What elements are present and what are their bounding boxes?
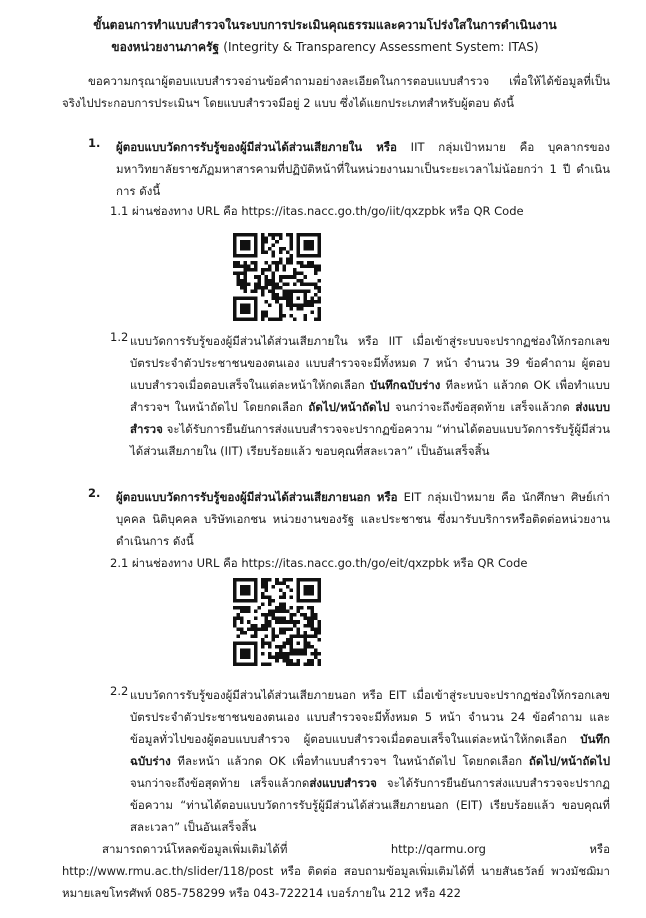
section-2-2-paragraph	[130, 684, 610, 838]
title-line-2-thai: ของหน่วยงานภาครัฐ	[111, 40, 220, 54]
intro-paragraph: ขอความกรุณาผู้ตอบแบบสำรวจอ่านข้อคำถามอย่างละเอียดในการตอบแบบสำรวจ เพื่อให้ได้ข้อมูลที่เป็นจริงไปประกอบการประเมินฯ โดยแบบสำรวจมีอยู่ 2 แบบ ซึ่งได้แยกประเภทสำหรับผู้ตอบ ดังนี้	[62, 74, 610, 110]
title-line-1: ขั้นตอนการทำแบบสำรวจในระบบการประเมินคุณธรรมและความโปร่งใสในการดำเนินงาน	[93, 18, 557, 32]
qr-code-iit	[233, 233, 321, 321]
text-bold-run: บันทึกฉบับร่าง	[130, 732, 610, 768]
section-1-1-url: 1.1 ผ่านช่องทาง URL คือ https://itas.nacc.go.th/go/iit/qxzpbk หรือ QR Code	[110, 204, 524, 218]
section-1-heading-bold: ผู้ตอบแบบวัดการรับรู้ของผู้มีส่วนได้ส่วนเสียภายใน หรือ	[116, 140, 397, 154]
section-1-number: 1.	[88, 136, 101, 150]
qr-code-icon	[233, 578, 321, 666]
section-2-1-url: 2.1 ผ่านช่องทาง URL คือ https://itas.nacc.go.th/go/eit/qxzpbk หรือ QR Code	[110, 556, 528, 570]
text-run: ทีละหน้า แล้วกด OK เพื่อทำแบบสำรวจฯ ในหน้าถัดไป โดยกดเลือก	[130, 378, 610, 414]
title-line-2	[40, 36, 610, 58]
section-2-heading	[116, 486, 610, 552]
text-run: จนกว่าจะถึงข้อสุดท้าย เสร็จแล้วกด	[389, 400, 576, 414]
section-2-heading-bold: ผู้ตอบแบบวัดการรับรู้ของผู้มีส่วนได้ส่วนเสียภายนอก หรือ	[116, 490, 398, 504]
text-bold-run: ถัดไป/หน้าถัดไป	[528, 754, 610, 768]
text-run: ทีละหน้า แล้วกด OK เพื่อทำแบบสำรวจฯ ในหน้าถัดไป โดยกดเลือก	[170, 754, 529, 768]
section-2-number: 2.	[88, 486, 101, 500]
section-2-2-number: 2.2	[110, 684, 129, 698]
text-run: จนกว่าจะถึงข้อสุดท้าย เสร็จแล้วกด	[130, 776, 310, 790]
text-run: จะได้รับการยืนยันการส่งแบบสำรวจจะปรากฏข้อความ “ท่านได้ตอบแบบวัดการรับรู้ผู้มีส่วนได้ส่วนเสียภายใน (IIT) เรียบร้อยแล้ว ขอบคุณที่สละเวลา” เป็นอันเสร็จสิ้น	[130, 422, 610, 458]
text-run: จะได้รับการยืนยันการส่งแบบสำรวจจะปรากฏข้อความ “ท่านได้ตอบแบบวัดการรับรู้ผู้มีส่วนได้ส่วนเสียภายนอก (EIT) เรียบร้อยแล้ว ขอบคุณที่สละเวลา” เป็นอันเสร็จสิ้น	[130, 776, 610, 834]
section-1-heading	[116, 136, 610, 202]
text-bold-run: ส่งแบบสำรวจ	[130, 400, 610, 436]
qr-code-icon	[233, 233, 321, 321]
section-1-heading-rest: IIT กลุ่มเป้าหมาย คือ บุคลากรของมหาวิทยาลัยราชภัฏมหาสารคามที่ปฏิบัติหน้าที่ในหน่วยงานมาเป็นระยะเวลาไม่น้อยกว่า 1 ปี ดำเนินการ ดังนี้	[116, 140, 610, 198]
section-2-heading-rest: EIT กลุ่มเป้าหมาย คือ นักศึกษา ศิษย์เก่า บุคคล นิติบุคคล บริษัทเอกชน หน่วยงานของรัฐ และประชาชน ซึ่งมารับบริการหรือติดต่อหน่วยงาน ดำเนินการ ดังนี้	[116, 490, 610, 548]
text-bold-run: ถัดไป/หน้าถัดไป	[308, 400, 390, 414]
footer-contact-paragraph: สามารถดาวน์โหลดข้อมูลเพิ่มเติมได้ที่ http://qarmu.org หรือ http://www.rmu.ac.th/slider/118/post หรือ ติดต่อ สอบถามข้อมูลเพิ่มเติมได้ที่ นายสันธวัลย์ พวงมัชฌิมา หมายเลขโทรศัพท์ 085-758299 หรือ 043-722214 เบอร์ภายใน 212 หรือ 422	[62, 842, 610, 900]
text-run: แบบวัดการรับรู้ของผู้มีส่วนได้ส่วนเสียภายนอก หรือ EIT เมื่อเข้าสู่ระบบจะปรากฏช่องให้กรอกเลขบัตรประจำตัวประชาชนของตนเอง แบบสำรวจจะมีทั้งหมด 5 หน้า จำนวน 24 ข้อคำถาม และข้อมูลทั่วไปของผู้ตอบแบบสำรวจ ผู้ตอบแบบสำรวจเมื่อตอบเสร็จในแต่ละหน้าให้กดเลือก	[130, 688, 610, 746]
section-1-2-paragraph	[130, 330, 610, 462]
text-bold-run: ส่งแบบสำรวจ	[309, 776, 377, 790]
qr-code-eit	[233, 578, 321, 666]
text-bold-run: บันทึกฉบับร่าง	[369, 378, 441, 392]
text-run: แบบวัดการรับรู้ของผู้มีส่วนได้ส่วนเสียภายใน หรือ IIT เมื่อเข้าสู่ระบบจะปรากฏช่องให้กรอกเลขบัตรประจำตัวประชาชนของตนเอง แบบสำรวจจะมีทั้งหมด 7 หน้า จำนวน 39 ข้อคำถาม ผู้ตอบแบบสำรวจเมื่อตอบเสร็จในแต่ละหน้าให้กดเลือก	[130, 334, 610, 392]
document-title	[40, 14, 610, 58]
title-line-2-english: (Integrity & Transparency Assessment System: ITAS)	[223, 40, 539, 54]
section-1-2-number: 1.2	[110, 330, 129, 344]
